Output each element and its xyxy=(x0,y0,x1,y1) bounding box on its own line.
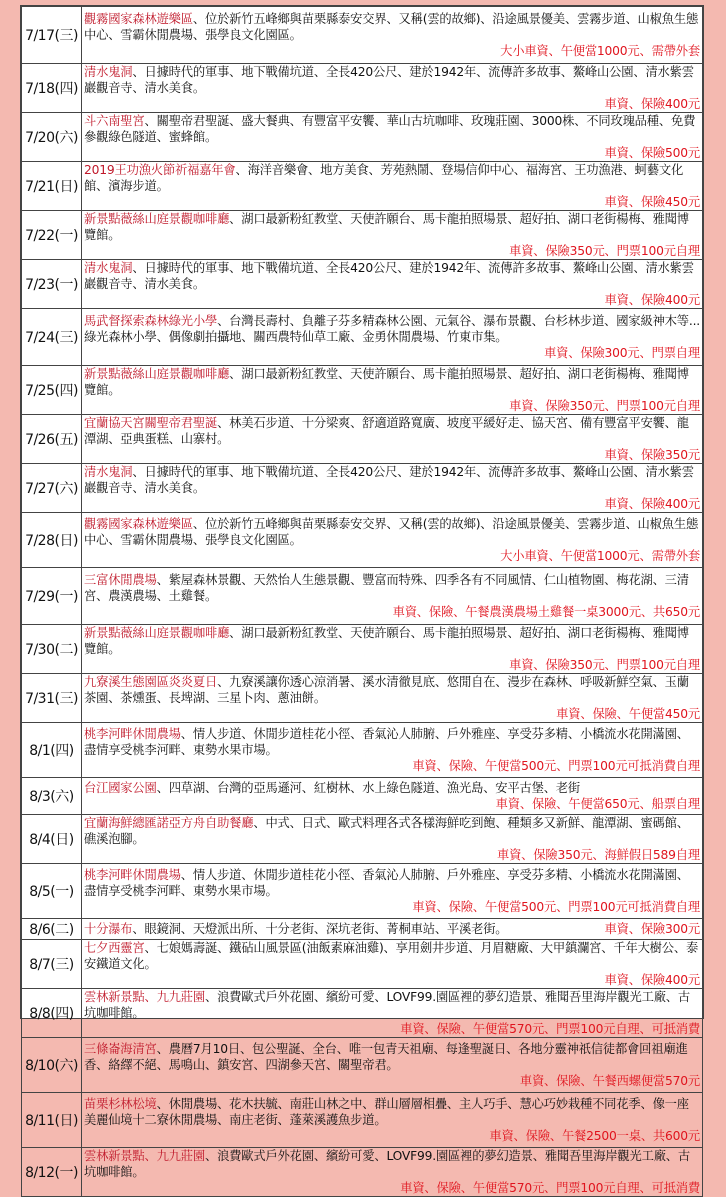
trip-description xyxy=(82,815,703,864)
itinerary-row xyxy=(22,778,703,815)
itinerary-sheet xyxy=(20,5,704,1195)
trip-description xyxy=(82,674,703,723)
trip-date: 8/4(日) xyxy=(22,815,82,864)
destination-details: 、位於新竹五峰鄉與苗栗縣泰安交界、又稱(雲的故鄉)、沿途風景優美、雲霧步道、山椒魚生態中心、雪霸休閒農場、張學良文化園區。 xyxy=(84,12,699,42)
trip-date: 7/20(六) xyxy=(22,113,82,162)
price-note: 車資、保險、午便當650元、船票自理 xyxy=(495,797,700,811)
destination-title: 十分瀑布 xyxy=(84,922,133,936)
trip-description xyxy=(82,989,703,1038)
trip-description xyxy=(82,1093,703,1148)
price-note: 車資、保險、午便當570元、門票100元自理、可抵消費 xyxy=(400,1181,700,1195)
price-note: 車資、保險350元 xyxy=(604,448,700,462)
trip-description xyxy=(82,940,703,989)
itinerary-row xyxy=(22,674,703,723)
itinerary-row xyxy=(22,919,703,940)
itinerary-row xyxy=(22,260,703,309)
trip-description xyxy=(82,513,703,568)
trip-description xyxy=(82,464,703,513)
destination-details: 、四草湖、台灣的亞馬遜河、紅樹林、水上綠色隧道、漁光島、安平古堡、老街 xyxy=(156,781,580,795)
destination-details: 、紫屋森林景觀、天然怡人生態景觀、豐富而特殊、四季各有不同風情、仁山植物園、梅花湖、三清宮、農漢農場、土雞餐。 xyxy=(84,573,689,603)
price-note: 大小車資、午便當1000元、需帶外套 xyxy=(500,44,700,58)
itinerary-row xyxy=(22,64,703,113)
trip-description xyxy=(82,1038,703,1093)
destination-details: 、眼鏡洞、天燈派出所、十分老街、深坑老街、菁桐車站、平溪老街。 xyxy=(132,922,508,936)
trip-description xyxy=(82,366,703,415)
price-note: 車資、保險500元 xyxy=(604,146,700,160)
trip-description xyxy=(82,162,703,211)
destination-title: 七夕西靈宮 xyxy=(84,941,145,955)
price-note: 車資、保險、午餐農漢農場土雞餐一桌3000元、共650元 xyxy=(392,605,700,619)
trip-date: 8/3(六) xyxy=(22,778,82,815)
price-note: 車資、保險450元 xyxy=(604,195,700,209)
destination-details: 、浪費歐式戶外花園、繽紛可愛、LOVF99.園區裡的夢幻造景、雅聞吾里海岸觀光工廠、古坑咖啡館。 xyxy=(84,1149,690,1179)
trip-date: 7/25(四) xyxy=(22,366,82,415)
itinerary-row xyxy=(22,113,703,162)
destination-title: 清水鬼洞 xyxy=(84,465,133,479)
itinerary-row xyxy=(22,211,703,260)
trip-date: 7/30(二) xyxy=(22,625,82,674)
itinerary-row xyxy=(22,464,703,513)
itinerary-table xyxy=(21,6,703,1197)
destination-details: 、日據時代的軍事、地下戰備坑道、全長420公尺、建於1942年、流傳許多故事、鰲峰山公園、清水紫雲巖觀音寺、清水美食。 xyxy=(84,261,694,291)
destination-details: 、七娘媽壽誕、鐵砧山風景區(油飯素麻油雞)、享用劍井步道、月眉糖廠、大甲鎮瀾宮、千年大樹公、泰安鐵道文化。 xyxy=(84,941,699,971)
destination-details: 、日據時代的軍事、地下戰備坑道、全長420公尺、建於1942年、流傳許多故事、鰲峰山公園、清水紫雲巖觀音寺、清水美食。 xyxy=(84,465,694,495)
price-note: 車資、保險、午便當450元 xyxy=(556,707,700,721)
price-note: 車資、保險400元 xyxy=(604,293,700,307)
destination-title: 雲林新景點、九九莊園 xyxy=(84,990,205,1004)
price-note: 車資、保險400元 xyxy=(604,97,700,111)
destination-title: 觀霧國家森林遊樂區 xyxy=(84,517,193,531)
trip-description xyxy=(82,919,703,940)
price-note: 車資、保險、午便當570元、門票100元自理、可抵消費 xyxy=(400,1022,700,1036)
destination-details: 、情人步道、休閒步道桂花小徑、香氣沁人肺腑、戶外雅座、享受芬多精、小橋流水花開滿園、盡情享受桃李河畔、東勢水果市場。 xyxy=(84,868,689,898)
trip-date: 8/1(四) xyxy=(22,723,82,778)
price-note: 車資、保險300元、門票自理 xyxy=(544,346,700,360)
trip-date: 7/27(六) xyxy=(22,464,82,513)
trip-date: 7/31(三) xyxy=(22,674,82,723)
destination-details: 、情人步道、休閒步道桂花小徑、香氣沁人肺腑、戶外雅座、享受芬多精、小橋流水花開滿園、盡情享受桃李河畔、東勢水果市場。 xyxy=(84,727,689,757)
destination-title: 新景點薇絲山庭景觀咖啡廳 xyxy=(84,626,230,640)
itinerary-row xyxy=(22,1093,703,1148)
destination-title: 宜蘭海鮮總匯諾亞方舟自助餐廳 xyxy=(84,816,254,830)
destination-title: 桃李河畔休閒農場 xyxy=(84,868,181,882)
itinerary-row xyxy=(22,625,703,674)
trip-date: 8/8(四) xyxy=(22,989,82,1038)
trip-description xyxy=(82,64,703,113)
destination-title: 三條崙海清宮 xyxy=(84,1042,157,1056)
itinerary-row xyxy=(22,513,703,568)
trip-date: 8/7(三) xyxy=(22,940,82,989)
itinerary-row xyxy=(22,864,703,919)
trip-date: 7/21(日) xyxy=(22,162,82,211)
price-note: 大小車資、午便當1000元、需帶外套 xyxy=(500,549,700,563)
destination-details: 、農曆7月10日、包公聖誕、全台、唯一包青天祖廟、每逢聖誕日、各地分靈神祇信徒都會回祖廟進香、絡繹不絕、馬鳴山、鎮安宮、四湖參天宮、關聖帝君。 xyxy=(84,1042,688,1072)
trip-description xyxy=(82,309,703,366)
destination-title: 九寮溪生態園區炎炎夏日 xyxy=(84,675,218,689)
destination-details: 、湖口最新粉紅教堂、天使許願台、馬卡龍拍照場景、超好拍、湖口老街楊梅、雅聞博覽館。 xyxy=(84,626,689,656)
trip-date: 7/22(一) xyxy=(22,211,82,260)
trip-date: 7/26(五) xyxy=(22,415,82,464)
trip-date: 7/29(一) xyxy=(22,568,82,625)
itinerary-row xyxy=(22,1038,703,1093)
destination-details: 、湖口最新粉紅教堂、天使許願台、馬卡龍拍照場景、超好拍、湖口老街楊梅、雅聞博覽館。 xyxy=(84,367,689,397)
destination-title: 斗六南聖宮 xyxy=(84,114,145,128)
trip-date: 7/28(日) xyxy=(22,513,82,568)
destination-details: 、林美石步道、十分梁爽、舒適道路寬廣、坡度平緩好走、協天宮、備有豐富平安饗、龍潭湖、亞典蛋糕、山寨村。 xyxy=(84,416,689,446)
trip-description xyxy=(82,7,703,64)
trip-date: 8/10(六) xyxy=(22,1038,82,1093)
price-note: 車資、保險300元 xyxy=(604,922,700,936)
destination-title: 台江國家公園 xyxy=(84,781,157,795)
destination-details: 、九寮溪讓你透心涼消暑、溪水清徹見底、悠閒自在、漫步在森林、呼吸新鮮空氣、玉蘭茶園、茶燻蛋、長埤湖、三星卜肉、蔥油餅。 xyxy=(84,675,689,705)
destination-title: 清水鬼洞 xyxy=(84,261,133,275)
trip-description xyxy=(82,113,703,162)
itinerary-row xyxy=(22,162,703,211)
destination-title: 觀霧國家森林遊樂區 xyxy=(84,12,193,26)
destination-title: 雲林新景點、九九莊園 xyxy=(84,1149,205,1163)
trip-description xyxy=(82,415,703,464)
destination-details: 、位於新竹五峰鄉與苗栗縣泰安交界、又稱(雲的故鄉)、沿途風景優美、雲霧步道、山椒魚生態中心、雪霸休閒農場、張學良文化園區。 xyxy=(84,517,699,547)
trip-description xyxy=(82,568,703,625)
trip-description xyxy=(82,1148,703,1197)
itinerary-row xyxy=(22,568,703,625)
destination-title: 馬武督探索森林綠光小學 xyxy=(84,314,218,328)
price-note: 車資、保險400元 xyxy=(604,497,700,511)
destination-title: 新景點薇絲山庭景觀咖啡廳 xyxy=(84,212,230,226)
itinerary-row xyxy=(22,1148,703,1197)
destination-details: 、中式、日式、歐式料理各式各樣海鮮吃到飽、種類多又新鮮、龍潭湖、蜜碼館、礁溪泡腳。 xyxy=(84,816,689,846)
destination-details: 、浪費歐式戶外花園、繽紛可愛、LOVF99.園區裡的夢幻造景、雅聞吾里海岸觀光工廠、古坑咖啡館。 xyxy=(84,990,690,1020)
destination-details: 、關聖帝君聖誕、盛大餐典、有豐富平安饗、華山古坑咖啡、玫瑰莊園、3000株、不同玫瑰品種、免費參觀綠色隧道、蜜蜂館。 xyxy=(84,114,696,144)
trip-description xyxy=(82,260,703,309)
trip-description xyxy=(82,723,703,778)
price-note: 車資、保險350元、門票100元自理 xyxy=(509,658,700,672)
destination-title: 桃李河畔休閒農場 xyxy=(84,727,181,741)
trip-date: 7/23(一) xyxy=(22,260,82,309)
price-note: 車資、保險、午便當500元、門票100元可抵消費自理 xyxy=(412,759,700,773)
trip-date: 8/12(一) xyxy=(22,1148,82,1197)
price-note: 車資、保險350元、門票100元自理 xyxy=(509,244,700,258)
itinerary-row xyxy=(22,415,703,464)
itinerary-row xyxy=(22,723,703,778)
destination-details: 、海洋音樂會、地方美食、芳苑熱鬧、登場信仰中心、福海宮、王功漁港、蚵藝文化館、濱海步道。 xyxy=(84,163,684,193)
itinerary-row xyxy=(22,940,703,989)
destination-title: 新景點薇絲山庭景觀咖啡廳 xyxy=(84,367,230,381)
destination-details: 、湖口最新粉紅教堂、天使許願台、馬卡龍拍照場景、超好拍、湖口老街楊梅、雅聞博覽館。 xyxy=(84,212,689,242)
itinerary-row xyxy=(22,309,703,366)
itinerary-row xyxy=(22,989,703,1038)
price-note: 車資、保險350元、海鮮假日589自理 xyxy=(496,848,700,862)
destination-details: 、台灣長壽村、負離子芬多精森林公園、元氣谷、瀑布景觀、台杉林步道、國家級神木等...綠光森林小學、偶像劇拍攝地、關西農特仙草工廠、金勇休閒農場、竹東市集。 xyxy=(84,314,700,344)
trip-date: 8/11(日) xyxy=(22,1093,82,1148)
destination-details: 、日據時代的軍事、地下戰備坑道、全長420公尺、建於1942年、流傳許多故事、鰲峰山公園、清水紫雲巖觀音寺、清水美食。 xyxy=(84,65,694,95)
trip-date: 7/18(四) xyxy=(22,64,82,113)
destination-details: 、休閒農場、花木扶毓、南莊山林之中、群山層層相疊、主人巧手、慧心巧妙栽種不同花季、像一座美麗仙境十二寮休閒農場、南庄老街、蓬萊溪護魚步道。 xyxy=(84,1097,689,1127)
trip-date: 7/24(三) xyxy=(22,309,82,366)
destination-title: 三富休閒農場 xyxy=(84,573,157,587)
trip-date: 7/17(三) xyxy=(22,7,82,64)
itinerary-row xyxy=(22,366,703,415)
price-note: 車資、保險350元、門票100元自理 xyxy=(509,399,700,413)
trip-date: 8/5(一) xyxy=(22,864,82,919)
price-note: 車資、保險、午餐西螺便當570元 xyxy=(519,1074,700,1088)
itinerary-body xyxy=(22,7,703,1197)
trip-description xyxy=(82,864,703,919)
itinerary-row xyxy=(22,7,703,64)
destination-title: 宜蘭協天宮關聖帝君聖誕 xyxy=(84,416,218,430)
price-note: 車資、保險、午便當500元、門票100元可抵消費自理 xyxy=(412,900,700,914)
trip-date: 8/6(二) xyxy=(22,919,82,940)
trip-description xyxy=(82,211,703,260)
trip-description xyxy=(82,778,703,815)
itinerary-row xyxy=(22,815,703,864)
price-note: 車資、保險400元 xyxy=(604,973,700,987)
price-note: 車資、保險、午餐2500一桌、共600元 xyxy=(489,1129,700,1143)
trip-description xyxy=(82,625,703,674)
destination-title: 苗栗杉林松境 xyxy=(84,1097,157,1111)
destination-title: 清水鬼洞 xyxy=(84,65,133,79)
destination-title: 2019王功漁火節祈福嘉年會 xyxy=(84,163,236,177)
